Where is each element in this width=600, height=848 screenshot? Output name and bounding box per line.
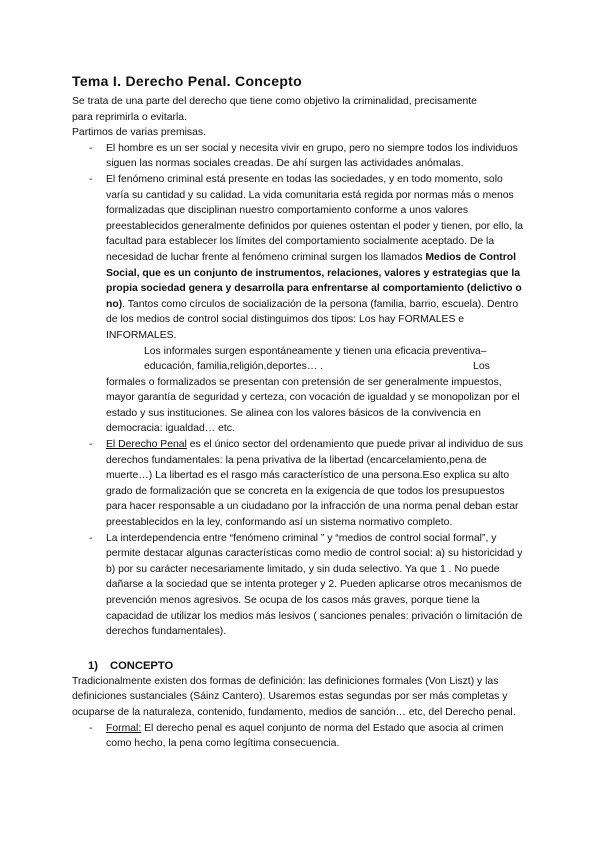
section-title: CONCEPTO bbox=[110, 659, 174, 672]
list-item bbox=[106, 721, 528, 752]
list-item bbox=[106, 531, 528, 640]
premisa-4-text: La interdependencia entre “fenómeno criminal ” y “medios de control social formal”, y permite destacar algunas características como medio de control social: a) su historicidad y b) por su carácter necesariamente limitado, y sin duda selectivo. Ya que 1 . No puede dañarse a la sociedad que se intenta proteger y 2. Pueden aplicarse otros mecanismos de prevención menos agresivos. Se ocupa de los casos más graves, porque tiene la capacidad de utilizar los medios más lesivos ( sanciones penales: privación o limitación de derechos fundamentales). bbox=[106, 532, 523, 638]
formal-label: Formal: bbox=[106, 722, 142, 734]
definiciones-list bbox=[72, 721, 528, 752]
premisa-3-text: es el único sector del ordenamiento que puede privar al individuo de sus derechos fundamentales: la pena privativa de la libertad (encarcelamiento,pena de muerte…) La libertad es el rasgo más característico de una persona.Eso explica su alto grado de formalización que se concreta en la exigencia de que todos los presupuestos para hacer responsable a un ciudadano por la infracción de una norma penal deban estar preestablecidos en la ley, conformando así un sistema normativo completo. bbox=[106, 439, 524, 529]
premisa-2-pre: El fenómeno criminal está presente en todas las sociedades, y en todo momento, solo varía su cantidad y su calidad. La vida comunitaria está regida por normas más o menos formalizadas que disciplinan nuestro comportamiento conforme a unos valores preestablecidos generalmente definidos por quienes ostentan el poder y tienen, por ello, la facultad para establecer los límites del comportamiento socialmente aceptado. De la necesidad de luchar frente al fenómeno criminal surgen los llamados bbox=[106, 173, 524, 263]
formal-definition-text: El derecho penal es aquel conjunto de norma del Estado que asocia al crimen como hecho, la pena como legítima consecuencia. bbox=[106, 722, 504, 750]
informales-text: Los informales surgen espontáneamente y tienen una eficacia preventiva–educación, familia,religión,deportes… . bbox=[144, 345, 487, 373]
formales-text: formales o formalizados se presentan con pretensión de ser generalmente impuestos, mayor garantía de seguridad y certeza, con vocación de igualdad y se monopolizan por el estado y sus instituciones. Se alinea con los valores básicos de la convivencia en democracia: igualdad… etc. bbox=[106, 376, 520, 435]
concepto-paragraph: Tradicionalmente existen dos formas de definición: las definiciones formales (Von Liszt) y las definiciones sustanciales (Sáinz Cantero). Usaremos estas segundas por ser más completas y ocuparse de la naturaleza, contenido, fundamento, medios de sanción… etc, del Derecho penal. bbox=[72, 675, 516, 718]
section-number: 1) bbox=[88, 659, 98, 672]
section-heading-concepto bbox=[88, 658, 528, 674]
list-item bbox=[106, 172, 528, 437]
intro-line: Se trata de una parte del derecho que tiene como objetivo la criminalidad, precisamente bbox=[72, 96, 477, 107]
medios-control-social-definition: Medios de Control Social, que es un conjunto de instrumentos, relaciones, valores y estrategias que la propia sociedad genera y desarrolla para enfrentarse al comportamiento (delictivo o no) bbox=[106, 251, 522, 310]
formales-lead: Los bbox=[473, 361, 490, 373]
list-item bbox=[106, 141, 528, 172]
informales-paragraph bbox=[106, 344, 528, 375]
document-title: Tema I. Derecho Penal. Concepto bbox=[72, 73, 302, 89]
premisas-list bbox=[72, 141, 528, 640]
premisa-1-text: El hombre es un ser social y necesita vivir en grupo, pero no siempre todos los individuos siguen las normas sociales creadas. De ahí surgen las actividades anómalas. bbox=[106, 142, 518, 170]
premisa-2-text bbox=[106, 174, 523, 341]
intro-line: para reprimirla o evitarla. bbox=[72, 111, 187, 123]
list-item bbox=[106, 437, 528, 531]
premisa-2-post: . Tantos como círculos de socialización de la persona (familia, barrio, escuela). Dentro de los medios de control social distinguimos dos tipos: Los hay FORMALES e INFORMALES. bbox=[106, 298, 519, 341]
derecho-penal-link[interactable]: El Derecho Penal bbox=[106, 439, 187, 451]
intro-line: Partimos de varias premisas. bbox=[72, 127, 206, 139]
